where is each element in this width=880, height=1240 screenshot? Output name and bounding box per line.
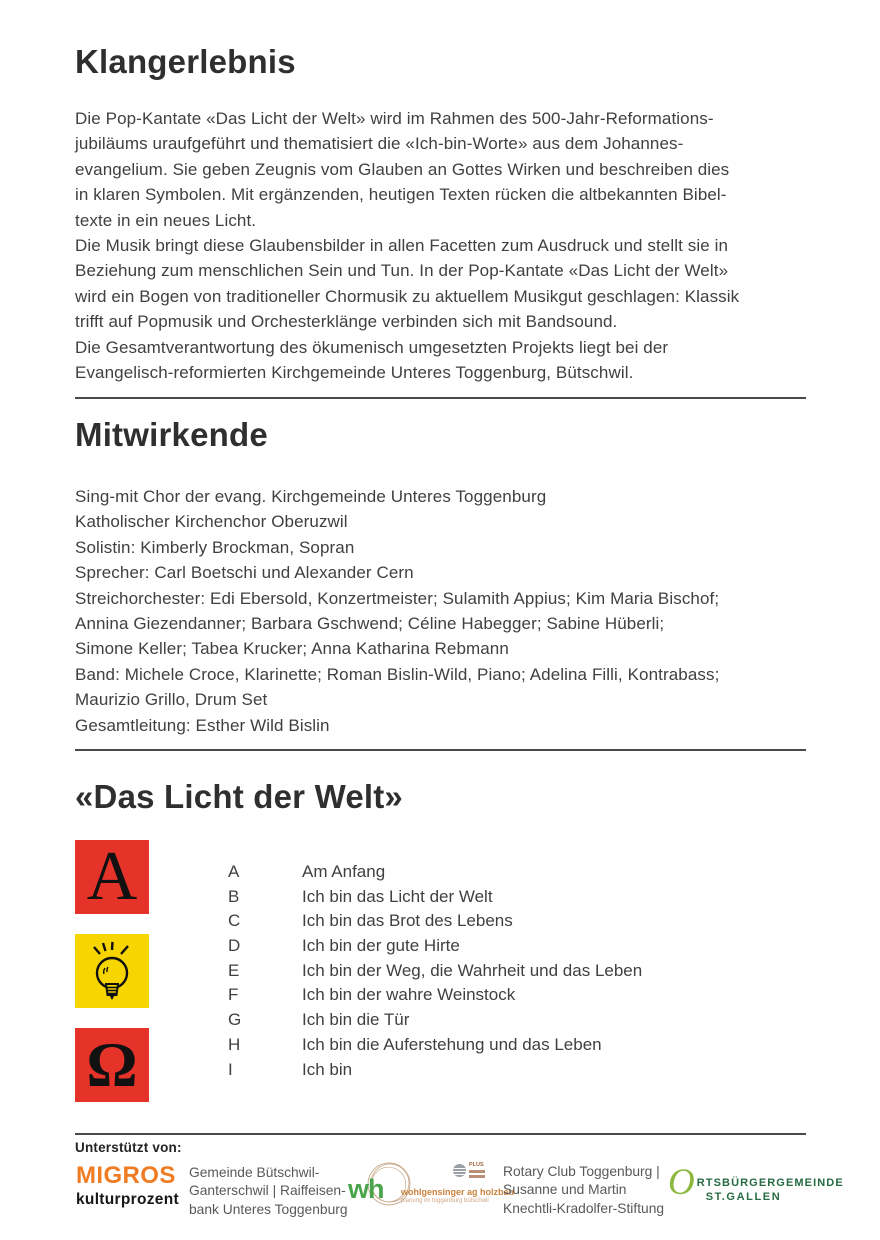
programme-item-letter: E [228, 960, 240, 980]
lightbulb-icon [75, 934, 149, 1008]
programme-item-title: Ich bin die Auferstehung und das Leben [302, 1034, 602, 1054]
migros-kulturprozent-logo [76, 1164, 179, 1208]
ortsbuergergemeinde-line2: ST.GALLEN [705, 1190, 782, 1203]
ortsbuergergemeinde-line1: RTSBÜRGERGEMEINDE [696, 1177, 844, 1189]
section-divider [75, 749, 806, 751]
mitwirkende-text-line: Gesamtleitung: Esther Wild Bislin [75, 715, 330, 735]
sponsor-text-line: Ganterschwil | Raiffeisen- [189, 1183, 346, 1199]
migros-wordmark: MIGROS [76, 1162, 176, 1189]
programme-item-title: Ich bin das Brot des Lebens [302, 911, 513, 931]
programme-item-letter: G [228, 1010, 242, 1030]
programme-item [228, 909, 642, 934]
alpha-symbol-tile [75, 840, 149, 914]
plus-badge-text: PLUS [469, 1162, 484, 1168]
kulturprozent-wordmark: kulturprozent [76, 1191, 179, 1208]
wohlgensinger-tagline: planung im toggenburg bütschwil [401, 1198, 489, 1204]
programme-item-title: Ich bin das Licht der Welt [302, 886, 493, 906]
programme-item-title: Ich bin der gute Hirte [302, 936, 460, 956]
programme-item-letter: B [228, 886, 240, 906]
sponsor-text-line: bank Unteres Toggenburg [189, 1201, 348, 1217]
mitwirkende-text-line: Katholischer Kirchenchor Oberuzwil [75, 512, 348, 532]
mitwirkende-text-line: Solistin: Kimberly Brockman, Sopran [75, 537, 355, 557]
intro-text-line: in klaren Symbolen. Mit ergänzenden, heutigen Texten rücken die altbekannten Bibel- [75, 185, 727, 205]
programme-item [228, 885, 642, 910]
programme-item-letter: F [228, 985, 239, 1005]
intro-text-line: Die Musik bringt diese Glaubensbilder in allen Facetten zum Ausdruck und stellt sie in [75, 236, 729, 256]
mitwirkende-text-line: Simone Keller; Tabea Krucker; Anna Katharina Rebmann [75, 639, 509, 659]
page-title: Klangerlebnis [75, 43, 296, 80]
sponsor-text-line: Susanne und Martin [503, 1182, 627, 1198]
programme-item-letter: C [228, 911, 241, 931]
programme-item [228, 1033, 642, 1058]
intro-text-line: Die Pop-Kantate «Das Licht der Welt» wird im Rahmen des 500-Jahr-Reformations- [75, 109, 714, 128]
programme-item-title: Ich bin [302, 1059, 353, 1079]
programme-item-letter: D [228, 936, 241, 956]
intro-text-line: Die Gesamtverantwortung des ökumenisch umgesetzten Projekts liegt bei der [75, 337, 669, 357]
programme-list [228, 860, 642, 1082]
sponsor-rotary-stiftung [503, 1163, 664, 1218]
programme-item-letter: A [228, 862, 240, 881]
programme-item [228, 934, 642, 959]
mitwirkende-text-line: Sing-mit Chor der evang. Kirchgemeinde Unteres Toggenburg [75, 487, 547, 506]
sponsor-gemeinde-raiffeisen [189, 1164, 348, 1219]
programme-item-title: Ich bin die Tür [302, 1010, 410, 1030]
ortsbuergergemeinde-logo [668, 1163, 844, 1203]
programme-item-title: Ich bin der wahre Weinstock [302, 985, 516, 1005]
globe-icon [452, 1163, 467, 1178]
plus-energie-haus-logo [452, 1163, 507, 1181]
programme-item [228, 959, 642, 984]
intro-text-line: jubiläums uraufgeführt und thematisiert die «Ich-bin-Worte» aus dem Johannes- [75, 134, 684, 154]
programme-item [228, 860, 642, 885]
plus-badge-bar [469, 1175, 485, 1179]
programme-item-letter: H [228, 1034, 241, 1054]
mitwirkende-text-line: Band: Michele Croce, Klarinette; Roman Bislin-Wild, Piano; Adelina Filli, Kontrabass; [75, 664, 720, 684]
programme-item-title: Am Anfang [302, 862, 386, 881]
letter-a-glyph: A [86, 838, 138, 915]
section-divider [75, 397, 806, 399]
sponsor-text-line: Rotary Club Toggenburg | [503, 1164, 660, 1179]
mitwirkende-text-line: Maurizio Grillo, Drum Set [75, 690, 268, 710]
section-heading-das-licht-der-welt: «Das Licht der Welt» [75, 778, 403, 815]
intro-text-line: trifft auf Popmusik und Orchesterklänge verbinden sich mit Bandsound. [75, 312, 618, 332]
intro-text-line: Evangelisch-reformierten Kirchgemeinde Unteres Toggenburg, Bütschwil. [75, 363, 634, 383]
intro-text-line: wird ein Bogen von traditioneller Chormusik zu aktuellem Musikgut geschlagen: Klassik [75, 286, 740, 306]
footer-divider [75, 1133, 806, 1135]
mitwirkende-text-line: Sprecher: Carl Boetschi und Alexander Cern [75, 563, 414, 583]
omega-symbol-tile [75, 1028, 149, 1102]
lightbulb-symbol-tile [75, 934, 149, 1008]
ortsbuergergemeinde-text [697, 1177, 844, 1203]
programme-item [228, 1058, 642, 1083]
programme-item-title: Ich bin der Weg, die Wahrheit und das Leben [302, 960, 643, 980]
intro-text-line: Beziehung zum menschlichen Sein und Tun. In der Pop-Kantate «Das Licht der Welt» [75, 261, 729, 281]
intro-paragraph [75, 106, 739, 385]
sponsor-text-line: Gemeinde Bütschwil- [189, 1165, 320, 1180]
section-heading-mitwirkende: Mitwirkende [75, 416, 268, 453]
plus-badge-bar [469, 1170, 485, 1174]
programme-item [228, 983, 642, 1008]
intro-text-line: texte in ein neues Licht. [75, 210, 257, 230]
wh-initials: wh [348, 1174, 384, 1204]
sponsor-text-line: Knechtli-Kradolfer-Stiftung [503, 1200, 665, 1216]
mitwirkende-text-line: Streichorchester: Edi Ebersold, Konzertmeister; Sulamith Appius; Kim Maria Bischof; [75, 588, 720, 608]
omega-glyph: Ω [86, 1029, 138, 1100]
programme-item-letter: I [228, 1059, 233, 1079]
script-o-glyph: O [668, 1162, 695, 1203]
supported-by-label: Unterstützt von: [75, 1140, 182, 1155]
mitwirkende-text-line: Annina Giezendanner; Barbara Gschwend; Céline Habegger; Sabine Hüberli; [75, 614, 665, 634]
wohlgensinger-name: wohlgensinger ag holzbau [401, 1187, 515, 1197]
mitwirkende-list [75, 484, 719, 738]
intro-text-line: evangelium. Sie geben Zeugnis vom Glauben an Gottes Wirken und beschreiben dies [75, 159, 730, 179]
programme-item [228, 1008, 642, 1033]
